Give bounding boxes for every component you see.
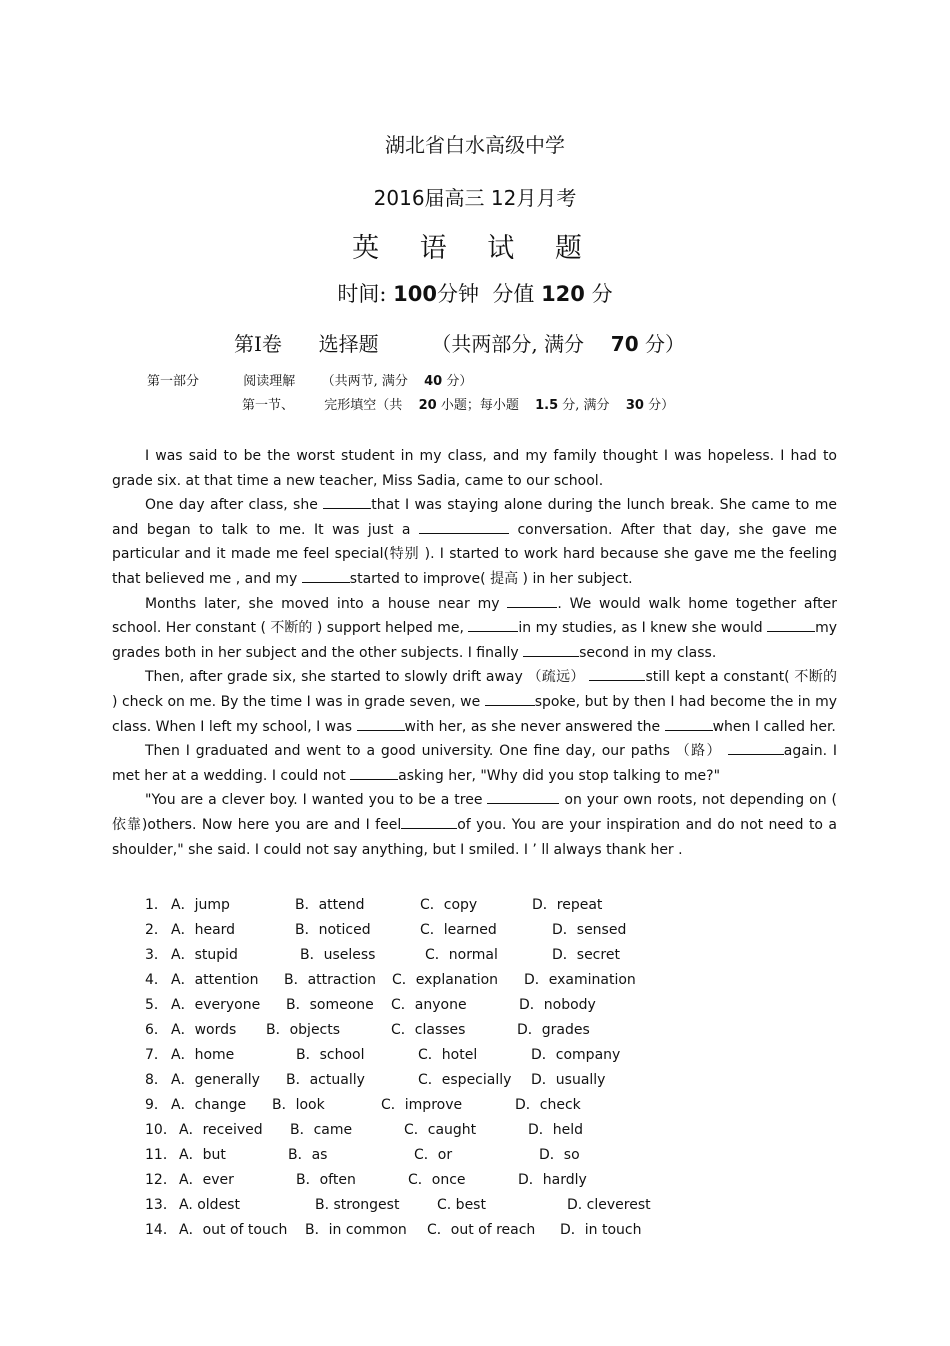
section-total: 30 xyxy=(625,398,644,413)
answer-blank xyxy=(507,593,557,608)
option-b[interactable]: B．often xyxy=(296,1172,356,1188)
option-b[interactable]: B．attend xyxy=(295,897,365,913)
passage-text: in my studies, as I knew she would xyxy=(518,620,768,637)
answer-blank xyxy=(468,617,518,632)
time-unit: 分钟 xyxy=(437,282,480,306)
option-d[interactable]: D．grades xyxy=(517,1022,590,1038)
option-c[interactable]: C．caught xyxy=(404,1122,477,1138)
question-row xyxy=(145,1193,705,1218)
passage-text: "You are a clever boy. I wanted you to be a tree xyxy=(145,792,488,809)
question-number: 12． xyxy=(145,1172,177,1188)
option-b[interactable]: B．as xyxy=(288,1147,328,1163)
question-number: 3． xyxy=(145,947,168,963)
option-a[interactable]: A．generally xyxy=(171,1072,260,1088)
option-d[interactable]: D．company xyxy=(531,1047,621,1063)
option-d[interactable]: D．usually xyxy=(531,1072,606,1088)
volume-name: 第Ⅰ卷 xyxy=(234,332,282,356)
section-mid: 小题；每小题 xyxy=(440,398,519,413)
option-a[interactable]: A．heard xyxy=(171,922,236,938)
question-row xyxy=(145,993,705,1018)
passage-text: of you. You are your inspiration and do not need to a shoulder," she said. I could not say anything, but I smiled. I ’ ll always thank her . xyxy=(112,816,837,858)
passage-paragraph-6 xyxy=(112,788,837,862)
passage-paragraph-5 xyxy=(112,739,837,788)
passage-text: on your own roots, not depending on ( 依靠)others. Now here you are and I feel xyxy=(112,792,837,833)
part-name: 第一部分 xyxy=(147,374,200,389)
option-c[interactable]: C．out of reach xyxy=(427,1222,536,1238)
question-number: 8． xyxy=(145,1072,168,1088)
time-value: 100 xyxy=(393,282,438,306)
passage-text: when I called her. xyxy=(712,718,836,735)
answer-blank xyxy=(419,519,509,534)
passage-text: asking her, "Why did you stop talking to me?" xyxy=(398,767,721,784)
time-prefix: 时间: xyxy=(337,282,387,306)
option-c[interactable]: C．hotel xyxy=(418,1047,478,1063)
section-mid2: 分, 满分 xyxy=(562,398,610,413)
option-a[interactable]: A．attention xyxy=(171,972,259,988)
option-c[interactable]: C．normal xyxy=(425,947,498,963)
section-suffix: 分） xyxy=(648,398,675,413)
question-row xyxy=(145,1018,705,1043)
option-a[interactable]: A．words xyxy=(171,1022,237,1038)
option-b[interactable]: B．useless xyxy=(300,947,376,963)
part-title: 阅读理解 xyxy=(243,374,296,389)
question-row xyxy=(145,1118,705,1143)
option-d[interactable]: D．nobody xyxy=(519,997,596,1013)
option-c[interactable]: C．classes xyxy=(391,1022,466,1038)
passage-text: with her, as she never answered the xyxy=(404,718,665,735)
volume-note-prefix: （共两部分, 满分 xyxy=(431,332,585,356)
passage-text: Then I graduated and went to a good university. One fine day, our paths （路） xyxy=(145,743,728,760)
part-heading xyxy=(147,370,472,389)
question-row xyxy=(145,1218,705,1243)
option-d[interactable]: D．held xyxy=(528,1122,584,1138)
score-value: 120 xyxy=(541,282,585,306)
option-b[interactable]: B．actually xyxy=(286,1072,365,1088)
question-row xyxy=(145,1068,705,1093)
part-note-suffix: 分） xyxy=(446,374,473,389)
option-d[interactable]: D．examination xyxy=(524,972,636,988)
option-b[interactable]: B．came xyxy=(290,1122,353,1138)
option-d[interactable]: D．repeat xyxy=(532,897,603,913)
option-b[interactable]: B．noticed xyxy=(295,922,371,938)
option-c[interactable]: C．once xyxy=(408,1172,466,1188)
question-row xyxy=(145,968,705,993)
section-name: 第一节、 xyxy=(242,398,295,413)
option-b[interactable]: B．look xyxy=(272,1097,325,1113)
option-a[interactable]: A．jump xyxy=(171,897,230,913)
section-per: 1.5 xyxy=(535,398,559,413)
option-a[interactable]: A．stupid xyxy=(171,947,238,963)
answer-blank xyxy=(589,666,645,681)
passage-text: conversation. After that day, she gave me particular and it made me feel special(特别 ). I started to work hard because she gave me the feeling that believed me , and my xyxy=(112,521,837,587)
passage-text: that I was staying alone during the lunch break. She came to me and began to talk to me. It was just a xyxy=(112,497,837,538)
option-d[interactable]: D．secret xyxy=(552,947,620,963)
option-b[interactable]: B．attraction xyxy=(284,972,377,988)
option-d[interactable]: D．check xyxy=(515,1097,581,1113)
question-number: 6． xyxy=(145,1022,168,1038)
option-a[interactable]: A．home xyxy=(171,1047,235,1063)
question-number: 13． xyxy=(145,1197,177,1213)
passage-text: started to improve( 提高 ) in her subject. xyxy=(349,570,633,587)
passage-paragraph-3 xyxy=(112,592,837,666)
question-number: 4． xyxy=(145,972,168,988)
option-b[interactable]: B．objects xyxy=(266,1022,341,1038)
passage-text: . We would walk home together after school. Her constant ( 不断的 ) support helped me, xyxy=(112,595,837,637)
question-number: 9． xyxy=(145,1097,168,1113)
option-c[interactable]: C．especially xyxy=(418,1072,512,1088)
question-number: 11． xyxy=(145,1147,177,1163)
question-row xyxy=(145,893,705,918)
answer-blank xyxy=(485,691,535,706)
option-c[interactable]: C．improve xyxy=(381,1097,463,1113)
subject-title: 英 语 试 题 xyxy=(352,233,598,264)
question-number: 10． xyxy=(145,1122,177,1138)
answer-blank xyxy=(487,789,559,804)
answer-blank xyxy=(350,765,398,780)
option-a[interactable]: A．but xyxy=(179,1147,226,1163)
passage-text: again. I met her at a wedding. I could not xyxy=(112,743,837,784)
question-row xyxy=(145,1143,705,1168)
question-number: 1． xyxy=(145,897,168,913)
passage-paragraph-2 xyxy=(112,493,837,591)
answer-blank xyxy=(523,642,579,657)
volume-heading xyxy=(234,328,685,357)
option-d[interactable]: D．in touch xyxy=(560,1222,642,1238)
option-c[interactable]: C. best xyxy=(437,1197,486,1213)
passage-paragraph-4 xyxy=(112,665,837,739)
option-a[interactable]: A．ever xyxy=(179,1172,234,1188)
score-prefix: 分值 xyxy=(492,282,535,306)
exam-title: 2016届高三 12月月考 xyxy=(373,186,577,210)
part-score: 40 xyxy=(424,374,443,389)
passage-text: spoke, but by then I had become the in my class. When I left my school, I was xyxy=(112,693,837,735)
answer-blank xyxy=(728,740,784,755)
option-a[interactable]: A. oldest xyxy=(179,1197,240,1213)
passage-text: second in my class. xyxy=(579,644,717,661)
option-d[interactable]: D. cleverest xyxy=(567,1197,651,1213)
answer-blank xyxy=(302,568,350,583)
section-title: 完形填空（共 xyxy=(324,398,403,413)
option-d[interactable]: D．so xyxy=(539,1147,580,1163)
passage-text: Then, after grade six, she started to slowly drift away （疏远） xyxy=(145,669,590,686)
option-b[interactable]: B．school xyxy=(296,1047,365,1063)
section-count: 20 xyxy=(418,398,437,413)
question-row xyxy=(145,1168,705,1193)
question-row xyxy=(145,918,705,943)
option-c[interactable]: C．learned xyxy=(420,922,497,938)
cloze-passage xyxy=(112,444,837,862)
school-name: 湖北省白水高级中学 xyxy=(385,133,565,157)
time-score-line xyxy=(0,278,950,308)
volume-score: 70 xyxy=(610,332,639,356)
question-number: 2． xyxy=(145,922,168,938)
volume-note-suffix: 分） xyxy=(644,332,685,356)
answer-options-list xyxy=(145,893,705,1243)
option-b[interactable]: B．in common xyxy=(305,1222,407,1238)
question-number: 7． xyxy=(145,1047,168,1063)
passage-text: Months later, she moved into a house near my xyxy=(145,595,508,612)
option-a[interactable]: A．everyone xyxy=(171,997,261,1013)
option-d[interactable]: D．sensed xyxy=(552,922,627,938)
question-row xyxy=(145,1043,705,1068)
volume-type: 选择题 xyxy=(318,332,379,356)
section-heading xyxy=(242,394,674,413)
answer-blank xyxy=(665,716,713,731)
answer-blank xyxy=(357,716,405,731)
question-row xyxy=(145,1093,705,1118)
score-unit: 分 xyxy=(591,282,613,306)
option-b[interactable]: B. strongest xyxy=(315,1197,400,1213)
passage-paragraph-1: I was said to be the worst student in my class, and my family thought I was hopeless. I had to grade six. at that time a new teacher, Miss Sadia, came to our school. xyxy=(112,448,837,489)
answer-blank xyxy=(323,494,371,509)
option-a[interactable]: A．out of touch xyxy=(179,1222,288,1238)
passage-text: One day after class, she xyxy=(145,497,324,514)
option-c[interactable]: C．or xyxy=(414,1147,453,1163)
answer-blank xyxy=(401,814,457,829)
option-d[interactable]: D．hardly xyxy=(518,1172,587,1188)
passage-text: my grades both in her subject and the other subjects. I finally xyxy=(112,620,837,661)
option-a[interactable]: A．change xyxy=(171,1097,247,1113)
option-b[interactable]: B．someone xyxy=(286,997,374,1013)
option-a[interactable]: A．received xyxy=(179,1122,263,1138)
part-note-prefix: （共两节, 满分 xyxy=(321,374,408,389)
question-number: 14． xyxy=(145,1222,177,1238)
passage-text: still kept a constant( 不断的 ) check on me. By the time I was in grade seven, we xyxy=(112,669,837,710)
question-number: 5． xyxy=(145,997,168,1013)
answer-blank xyxy=(767,617,815,632)
question-row xyxy=(145,943,705,968)
option-c[interactable]: C．anyone xyxy=(391,997,467,1013)
option-c[interactable]: C．explanation xyxy=(392,972,499,988)
option-c[interactable]: C．copy xyxy=(420,897,478,913)
